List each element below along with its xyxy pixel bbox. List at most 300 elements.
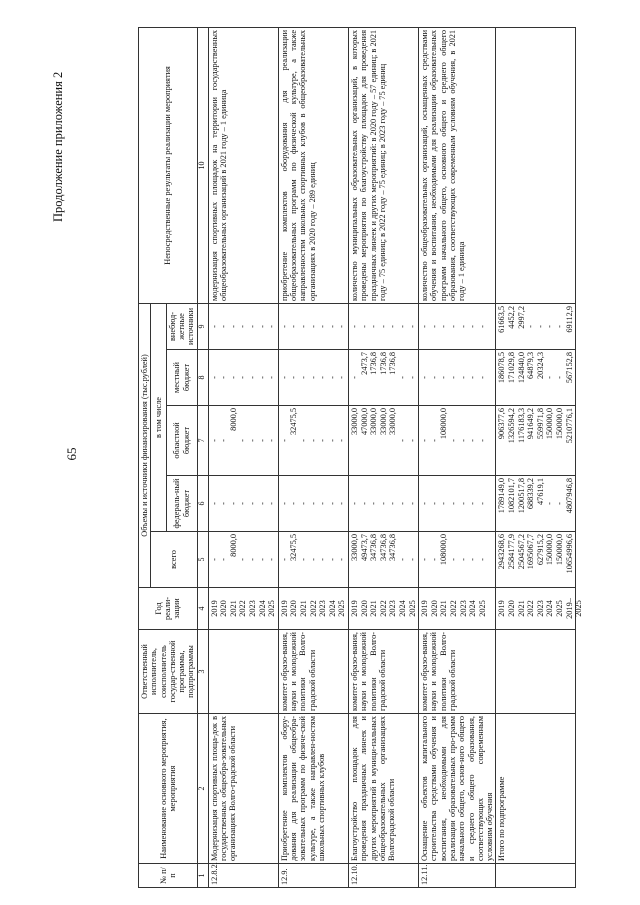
row-federal [278, 476, 348, 532]
value-cell: 47000,0 [359, 408, 369, 435]
value-cell: 8000,0 [228, 534, 238, 557]
value-cell: - [299, 558, 309, 561]
value-cell: - [267, 558, 277, 561]
value-cell: - [219, 558, 229, 561]
value-cell: 49473,7 [359, 534, 369, 561]
funding-table [138, 27, 583, 888]
value-cell: - [554, 325, 564, 328]
value-cell: - [397, 558, 407, 561]
value-cell: - [238, 325, 248, 328]
value-cell: 186078,5 [497, 352, 507, 384]
col-index: 7 [197, 406, 208, 476]
value-cell: - [369, 325, 379, 328]
row-result: количество муниципальных образовательных организаций, в которых проведены мероприятия по благоустройству площадок для проведения праздничных линеек и других мероприятий: в 2020 году – 57 единиц; в 2021 году – 75 единиц; в 2022 году – 75 единиц; в 2023 году – 75 единиц [349, 27, 419, 303]
value-cell: 64879,3 [526, 352, 536, 379]
value-cell: - [407, 376, 417, 379]
row-id: 12.9. [278, 864, 348, 888]
value-cell: - [388, 325, 398, 328]
row-local [208, 350, 278, 406]
value-cell: - [228, 325, 238, 328]
value-cell: - [429, 502, 439, 505]
value-cell: - [308, 502, 318, 505]
header-results: Непосредственные результаты реализации мероприятия [139, 27, 198, 303]
value-cell: - [535, 325, 545, 328]
col-index: 10 [197, 27, 208, 303]
year-cell: 2024 [545, 600, 555, 617]
header-regional: областной бюджет [166, 406, 197, 476]
year-cell: 2024 [468, 600, 478, 617]
row-years [349, 588, 419, 630]
year-cell: 2023 [318, 600, 328, 617]
value-cell: - [279, 325, 289, 328]
appendix-title-wrap [48, 62, 66, 222]
total-row [496, 27, 576, 887]
value-cell: 1200517,8 [516, 478, 526, 514]
row-federal [419, 476, 496, 532]
row-local [349, 350, 419, 406]
value-cell: - [219, 376, 229, 379]
value-cell: - [228, 376, 238, 379]
year-cell: 2019 [420, 600, 430, 617]
value-cell: - [350, 376, 359, 379]
header-local: местный бюджет [166, 350, 197, 406]
value-cell: - [468, 558, 478, 561]
value-cell: - [209, 439, 219, 442]
row-result: модернизация спортивных площадок на территории государственных общеобразовательных организаций в 2021 году – 1 единица [208, 27, 278, 303]
year-cell: 2023 [458, 600, 468, 617]
year-cell: 2020 [507, 600, 516, 617]
value-cell: - [209, 376, 219, 379]
value-cell: 33000,0 [369, 408, 379, 435]
value-cell: - [420, 502, 430, 505]
year-cell: 2019–2025 [564, 598, 583, 619]
year-cell: 2020 [429, 600, 439, 617]
row-offbudget [208, 303, 278, 349]
value-cell: - [267, 502, 277, 505]
year-cell: 2021 [516, 600, 526, 617]
funding-table-rotated [138, 28, 626, 888]
value-cell: - [448, 502, 458, 505]
header-total: всего [151, 532, 197, 588]
row-responsible: комитет образо-вания, науки и молодежной политики Волго-градской области [349, 630, 419, 714]
col-index: 8 [197, 350, 208, 406]
value-cell: - [458, 376, 468, 379]
value-cell: - [267, 325, 277, 328]
value-cell: - [458, 558, 468, 561]
value-cell: - [257, 376, 267, 379]
value-cell: - [267, 439, 277, 442]
value-cell: - [477, 502, 487, 505]
year-cell: 2023 [388, 600, 398, 617]
row-years [419, 588, 496, 630]
value-cell: - [545, 376, 555, 379]
row-responsible: комитет образо-вания, науки и молодежной политики Волго-градской области [419, 630, 496, 714]
value-cell: - [337, 558, 347, 561]
value-cell: 32475,5 [289, 408, 299, 435]
value-cell: 1695067,7 [526, 534, 536, 570]
value-cell: 32475,5 [289, 534, 299, 561]
row-regional [278, 406, 348, 476]
header-index-row [197, 27, 208, 887]
value-cell: - [448, 558, 458, 561]
value-cell: - [468, 439, 478, 442]
value-cell: - [209, 558, 219, 561]
value-cell: - [439, 502, 449, 505]
value-cell: - [420, 376, 430, 379]
value-cell: - [308, 558, 318, 561]
year-cell: 2019 [279, 600, 289, 617]
value-cell: 47619,1 [535, 478, 545, 505]
value-cell: 906377,6 [497, 408, 507, 440]
year-cell: 2025 [337, 600, 347, 617]
value-cell: 124840,0 [516, 352, 526, 384]
value-cell: 688339,2 [526, 478, 536, 510]
value-cell: - [308, 376, 318, 379]
row-local [419, 350, 496, 406]
row-regional [349, 406, 419, 476]
page-number: 65 [64, 447, 79, 461]
total-offbudget [496, 303, 576, 349]
value-cell: - [477, 325, 487, 328]
row-regional [419, 406, 496, 476]
value-cell: - [219, 325, 229, 328]
value-cell: - [477, 558, 487, 561]
table-body [208, 27, 583, 887]
row-total [278, 532, 348, 588]
value-cell: - [554, 502, 564, 505]
year-cell: 2019 [497, 600, 507, 617]
value-cell: 150000,0 [545, 408, 555, 440]
value-cell: 2504567,2 [516, 534, 526, 570]
value-cell: - [545, 325, 555, 328]
header-incl: в том числе [151, 303, 167, 531]
value-cell: - [378, 502, 388, 505]
header-year: Год реали-зации [139, 588, 198, 630]
value-cell: - [209, 325, 219, 328]
value-cell: 8000,0 [228, 408, 238, 431]
value-cell: - [248, 439, 258, 442]
value-cell: - [429, 376, 439, 379]
row-years [208, 588, 278, 630]
value-cell: 34736,8 [388, 534, 398, 561]
value-cell: - [439, 325, 449, 328]
row-name: Оснащение объектов капитального строительства средствами обучения и воспитания, необходимыми для реализации образовательных про-грамм начального общего, основ-ного общего и среднего общего образования, соответствующих современным условиям обучения [419, 714, 496, 864]
value-cell: 2584177,9 [507, 534, 516, 570]
value-cell: - [327, 376, 337, 379]
header-num: № п/п [139, 864, 198, 888]
row-result: количество общеобразовательных организаций, оснащенных средствами обучения и воспитания, необходимыми для реализации образовательных программ начального общего, основного общего и среднего общего образования, соответствующих современным условиям обучения, в 2021 году – 1 единица [419, 27, 496, 303]
year-cell: 2019 [209, 600, 219, 617]
year-cell: 2020 [219, 600, 229, 617]
value-cell: 34736,8 [369, 534, 379, 561]
value-cell: - [219, 502, 229, 505]
value-cell: - [318, 558, 328, 561]
value-cell: 150000,0 [554, 408, 564, 440]
value-cell: 567152,8 [564, 352, 574, 384]
value-cell: 559971,8 [535, 408, 545, 440]
header-funding: Объемы и источники финансирования (тыс.рублей) [139, 303, 151, 587]
value-cell: - [248, 502, 258, 505]
value-cell: - [477, 439, 487, 442]
value-cell: - [308, 439, 318, 442]
year-cell: 2021 [228, 600, 238, 617]
year-cell: 2021 [299, 600, 309, 617]
value-cell: - [407, 502, 417, 505]
header-offbudget: внебюд-жетные источники [166, 303, 197, 349]
col-index: 3 [197, 630, 208, 714]
value-cell: - [458, 439, 468, 442]
value-cell: - [318, 502, 328, 505]
value-cell: - [257, 325, 267, 328]
value-cell: 4452,2 [507, 305, 516, 329]
year-cell: 2020 [289, 600, 299, 617]
value-cell: - [238, 558, 248, 561]
value-cell: - [359, 502, 369, 505]
row-name: Приобретение комплектов обору-дования для реализации общеобра-зовательных программ по физиче-ской культуре, а также направлен-ностям школьных спортивных клубов [278, 714, 348, 864]
year-cell: 2025 [267, 600, 277, 617]
value-cell: - [279, 502, 289, 505]
year-cell: 2022 [238, 600, 248, 617]
year-cell: 2025 [477, 600, 487, 617]
total-federal [496, 476, 576, 532]
year-cell: 2021 [369, 600, 379, 617]
value-cell: - [299, 439, 309, 442]
value-cell: - [248, 376, 258, 379]
year-cell: 2021 [439, 600, 449, 617]
value-cell: - [407, 558, 417, 561]
value-cell: - [429, 325, 439, 328]
row-offbudget [419, 303, 496, 349]
row-name: Благоустройство площадок для проведения праздничных линеек и других мероприятий в муници-пальных общеобразовательных организациях Волгоградской области [349, 714, 419, 864]
header-responsible: Ответственный исполнитель, соисполнитель государ-ственной программы, подпрограммы [139, 630, 198, 714]
year-cell: 2024 [257, 600, 267, 617]
value-cell: 108000,0 [439, 534, 449, 566]
row-total [419, 532, 496, 588]
row-responsible [208, 630, 278, 714]
value-cell: - [350, 502, 359, 505]
col-index: 6 [197, 476, 208, 532]
row-total [349, 532, 419, 588]
year-cell: 2022 [308, 600, 318, 617]
value-cell: - [448, 439, 458, 442]
row-id: 12.11. [419, 864, 496, 888]
row-offbudget [278, 303, 348, 349]
col-index: 4 [197, 588, 208, 630]
value-cell: 33000,0 [350, 408, 359, 435]
value-cell: - [327, 502, 337, 505]
row-total [208, 532, 278, 588]
value-cell: - [337, 376, 347, 379]
value-cell: - [238, 439, 248, 442]
value-cell: 1789149,0 [497, 478, 507, 514]
value-cell: - [429, 439, 439, 442]
value-cell: - [397, 502, 407, 505]
value-cell: - [257, 558, 267, 561]
col-index: 9 [197, 303, 208, 349]
value-cell: 2943268,6 [497, 534, 507, 570]
value-cell: 941649,2 [526, 408, 536, 440]
value-cell: 33000,0 [388, 408, 398, 435]
value-cell: - [420, 439, 430, 442]
value-cell: - [327, 558, 337, 561]
value-cell: - [407, 439, 417, 442]
value-cell: 171029,8 [507, 352, 516, 384]
value-cell: - [289, 325, 299, 328]
value-cell: - [554, 376, 564, 379]
year-cell: 2019 [350, 600, 359, 617]
value-cell: 150000,0 [545, 534, 555, 566]
value-cell: - [257, 439, 267, 442]
year-cell: 2023 [535, 600, 545, 617]
total-empty [496, 630, 576, 714]
value-cell: 4807946,8 [564, 478, 574, 514]
value-cell: - [448, 325, 458, 328]
value-cell: - [388, 502, 398, 505]
value-cell: 2997,2 [516, 305, 526, 329]
row-local [278, 350, 348, 406]
value-cell: - [458, 325, 468, 328]
value-cell: - [526, 325, 536, 328]
row-name: Модернизация спортивных площа-док в государственных общеобра-зовательных организациях Волго-градской области [208, 714, 278, 864]
value-cell: 1082101,7 [507, 478, 516, 514]
table-row [419, 27, 496, 887]
year-cell: 2022 [378, 600, 388, 617]
row-offbudget [349, 303, 419, 349]
row-years [278, 588, 348, 630]
value-cell: - [299, 376, 309, 379]
value-cell: - [350, 325, 359, 328]
value-cell: - [337, 502, 347, 505]
year-cell: 2025 [407, 600, 417, 617]
value-cell: - [448, 376, 458, 379]
value-cell: - [267, 376, 277, 379]
value-cell: - [327, 325, 337, 328]
value-cell: - [397, 325, 407, 328]
value-cell: - [337, 439, 347, 442]
total-regional [496, 406, 576, 476]
total-empty [496, 27, 576, 303]
value-cell: - [458, 502, 468, 505]
year-cell: 2023 [248, 600, 258, 617]
col-index: 1 [197, 864, 208, 888]
total-local [496, 350, 576, 406]
value-cell: - [248, 325, 258, 328]
value-cell: - [238, 502, 248, 505]
value-cell: 1326594,2 [507, 408, 516, 444]
table-row [278, 27, 348, 887]
value-cell: 5210776,1 [564, 408, 574, 444]
value-cell: 20324,3 [535, 352, 545, 379]
row-regional [208, 406, 278, 476]
value-cell: 1736,8 [388, 352, 398, 375]
row-id: 12.10. [349, 864, 419, 888]
value-cell: - [318, 325, 328, 328]
year-cell: 2020 [359, 600, 369, 617]
value-cell: - [397, 439, 407, 442]
value-cell: - [369, 502, 379, 505]
value-cell: - [468, 502, 478, 505]
value-cell: - [279, 439, 289, 442]
value-cell: - [468, 325, 478, 328]
value-cell: - [299, 325, 309, 328]
value-cell: - [289, 502, 299, 505]
value-cell: - [378, 325, 388, 328]
value-cell: 108000,0 [439, 408, 449, 440]
value-cell: 33000,0 [350, 534, 359, 561]
value-cell: 69112,9 [564, 305, 574, 333]
value-cell: 627915,2 [535, 534, 545, 566]
value-cell: - [439, 376, 449, 379]
value-cell: - [429, 558, 439, 561]
value-cell: - [318, 376, 328, 379]
value-cell: 10654996,6 [564, 534, 574, 574]
value-cell: 150000,0 [554, 534, 564, 566]
appendix-title: Продолжение приложения 2 [51, 71, 65, 222]
value-cell: - [248, 558, 258, 561]
year-cell: 2022 [526, 600, 536, 617]
value-cell: 1736,8 [369, 352, 379, 375]
row-result: приобретение комплектов оборудования для реализации общеобразовательных программ по физической культуре, а также направленностям школьных спортивных клубов в общеобразовательных организациях в 2020 году – 289 единиц [278, 27, 348, 303]
total-label: Итого по подпрограмме [496, 714, 576, 864]
value-cell: 1736,8 [378, 352, 388, 375]
value-cell: - [420, 325, 430, 328]
year-cell: 2022 [448, 600, 458, 617]
value-cell: - [468, 376, 478, 379]
col-index: 2 [197, 714, 208, 864]
value-cell: - [279, 376, 289, 379]
value-cell: 1176183,3 [516, 408, 526, 443]
value-cell: - [397, 376, 407, 379]
row-federal [208, 476, 278, 532]
header-name: Наименование основного мероприятия, мероприятия [139, 714, 198, 864]
header-federal: федераль-ный бюджет [166, 476, 197, 532]
total-total [496, 532, 576, 588]
year-cell: 2025 [554, 600, 564, 617]
value-cell: - [219, 439, 229, 442]
value-cell: - [238, 376, 248, 379]
value-cell: - [359, 325, 369, 328]
total-years [496, 588, 583, 630]
value-cell: 34736,8 [378, 534, 388, 561]
value-cell: 33000,0 [378, 408, 388, 435]
value-cell: - [545, 502, 555, 505]
value-cell: - [327, 439, 337, 442]
value-cell: - [299, 502, 309, 505]
value-cell: - [209, 502, 219, 505]
value-cell: - [407, 325, 417, 328]
table-row [349, 27, 419, 887]
value-cell: - [228, 502, 238, 505]
value-cell: - [337, 325, 347, 328]
row-responsible: комитет образо-вания, науки и молодежной политики Волго-градской области [278, 630, 348, 714]
value-cell: - [477, 376, 487, 379]
value-cell: 61663,5 [497, 305, 507, 333]
value-cell: - [308, 325, 318, 328]
value-cell: - [257, 502, 267, 505]
value-cell: 2473,7 [359, 352, 369, 375]
total-empty [496, 864, 576, 888]
value-cell: - [289, 376, 299, 379]
row-id: 12.8.2. [208, 864, 278, 888]
row-federal [349, 476, 419, 532]
value-cell: - [279, 558, 289, 561]
table-row [208, 27, 278, 887]
year-cell: 2024 [397, 600, 407, 617]
value-cell: - [318, 439, 328, 442]
year-cell: 2024 [327, 600, 337, 617]
value-cell: - [420, 558, 430, 561]
col-index: 5 [197, 532, 208, 588]
